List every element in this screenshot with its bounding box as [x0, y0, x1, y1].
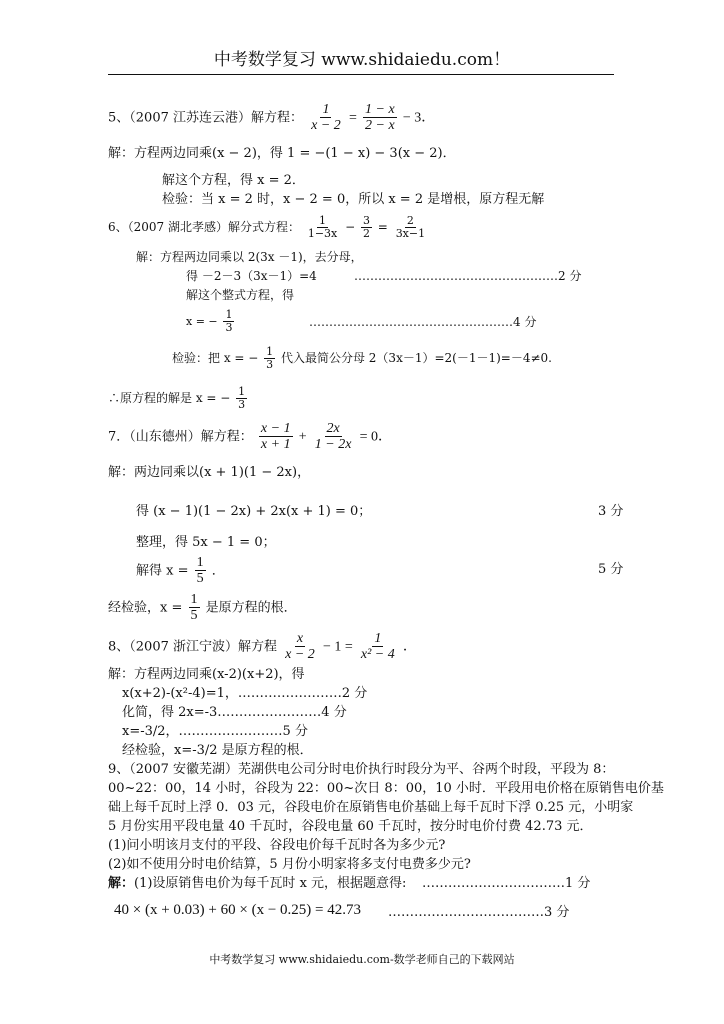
q5-fraction-1: $\frac{1}{x - 2}$ — [311, 102, 341, 134]
header-title: 中考数学复习 www.shidaiedu.com！ — [213, 50, 511, 70]
q8-statement: 8、（2007 浙江宁波）解方程 $\frac{x}{x - 2}$ − 1 = $\frac{1}{\text{x² − 4}}$ ． — [108, 631, 417, 663]
q6-fraction-3: $\frac{2}{3x-1}$ — [395, 214, 426, 241]
q6-score-2: ……………………………………………2 分 — [354, 269, 582, 283]
q9-text-line: 00~22：00，14 小时，谷段为 22：00~次日 8：00，10 小时．平段用电价格在原销售电价基 — [108, 781, 664, 796]
q9-text-line: 础上每千瓦时上浮 0．03 元，谷段电价在原销售电价基础上每千瓦时下浮 0.25 元，小明家 — [108, 800, 634, 815]
q9-score-3: ………………………………3 分 — [388, 905, 570, 920]
q7-solution: 解：两边同乘以(x + 1)(1 − 2x)， — [108, 465, 311, 480]
q7-score-3: 3 分 — [598, 504, 624, 519]
q6-get: 得 －2－3（3x－1）=4 — [186, 269, 317, 283]
q5-solution: 解：方程两边同乘(x − 2)，得 1 = −(1 − x) − 3(x − 2)． — [108, 146, 456, 161]
q6-conclusion: ∴原方程的解是 x = − $\frac{1}{3}$ — [108, 385, 246, 412]
q8-solution: 解：方程两边同乘(x-2)(x+2)，得 — [108, 667, 305, 682]
q7-fraction-2: $\frac{2x}{1 - 2x}$ — [314, 421, 352, 453]
q8-label: 8、（2007 浙江宁波）解方程 — [108, 639, 277, 655]
q5-statement: 5、（2007 江苏连云港）解方程： $\frac{1}{x - 2}$ = $\frac{1 - x}{2 - x}$ − 3． — [108, 102, 436, 134]
q8-step-2: 化简，得 2x=-3……………………4 分 — [122, 705, 347, 720]
q7-check: 经检验，x = $\frac{1}{5}$ 是原方程的根． — [108, 592, 297, 624]
q6-solution: 解：方程两边同乘以 2(3x －1)，去分母， — [136, 250, 363, 264]
q7-label: 7．（山东德州）解方程： — [108, 429, 253, 445]
q9-text-line: (1)问小明该月支付的平段、谷段电价每千瓦时各为多少元? — [108, 838, 446, 853]
q8-step-4: 经检验，x=-3/2 是原方程的根． — [122, 743, 313, 758]
q6-x-value: x = − $\frac{1}{3}$ — [186, 308, 233, 335]
q6-fraction-1: $\frac{1}{1-3x}$ — [307, 214, 338, 241]
q8-fraction-2: $\frac{1}{\text{x² − 4}}$ — [360, 631, 395, 663]
q7-fraction-1: $\frac{x - 1}{x + 1}$ — [260, 421, 291, 453]
q8-step-3: x=-3/2，……………………5 分 — [122, 724, 308, 739]
q7-get: 得 (x − 1)(1 − 2x) + 2x(x + 1) = 0； — [136, 504, 372, 519]
q5-check: 检验：当 x = 2 时，x − 2 = 0，所以 x = 2 是增根，原方程无解 — [162, 192, 545, 207]
q6-score-4: ……………………………………………4 分 — [309, 315, 537, 329]
footer-text: 中考数学复习 www.shidaiedu.com-数学老师自己的下载网站 — [209, 953, 515, 966]
q6-check: 检验：把 x = − $\frac{1}{3}$ 代入最简公分母 2（3x－1）=2(－1－1)=－4≠0. — [172, 345, 552, 372]
q9-solution-label: 解： — [108, 876, 135, 891]
q8-step-1: x(x+2)-(x²-4)=1，……………………2 分 — [122, 686, 368, 701]
q7-simplify: 整理，得 5x − 1 = 0； — [136, 535, 276, 550]
q9-text-line: 5 月份实用平段电量 40 千瓦时，谷段电量 60 千瓦时，按分时电价付费 42.73 元． — [108, 819, 593, 834]
header-rule — [108, 74, 614, 75]
q6-label: 6、（2007 湖北孝感）解分式方程： — [108, 220, 300, 235]
q6-solve: 解这个整式方程，得 — [186, 288, 295, 302]
q9-text-line: 9、（2007 安徽芜湖）芜湖供电公司分时电价执行时段分为平、谷两个时段，平段为 8： — [108, 762, 615, 777]
q6-fraction-2: $\frac{3}{2}$ — [362, 214, 370, 241]
q5-solve: 解这个方程，得 x = 2． — [162, 173, 305, 188]
q7-score-5: 5 分 — [598, 562, 624, 577]
q8-fraction-1: $\frac{x}{x - 2}$ — [285, 631, 315, 663]
q9-score-1: ……………………………1 分 — [422, 876, 591, 891]
q6-statement: 6、（2007 湖北孝感）解分式方程： $\frac{1}{1-3x}$ − $\frac{3}{2}$ = $\frac{2}{3x-1}$ — [108, 214, 426, 241]
q9-equation: 40 × (x + 0.03) + 60 × (x − 0.25) = 42.73 — [114, 902, 361, 918]
q7-solve: 解得 x = $\frac{1}{5}$ ． — [136, 555, 225, 587]
q7-statement: 7．（山东德州）解方程： $\frac{x - 1}{x + 1}$ + $\frac{2x}{1 - 2x}$ = 0． — [108, 421, 392, 453]
q9-solution: 解：(1)设原销售电价为每千瓦时 x 元，根据题意得: — [108, 876, 407, 891]
q5-label: 5、（2007 江苏连云港）解方程： — [108, 110, 303, 126]
q5-fraction-2: $\frac{1 - x}{2 - x}$ — [365, 102, 395, 134]
q9-text-line: (2)如不使用分时电价结算，5 月份小明家将多支付电费多少元? — [108, 857, 471, 872]
